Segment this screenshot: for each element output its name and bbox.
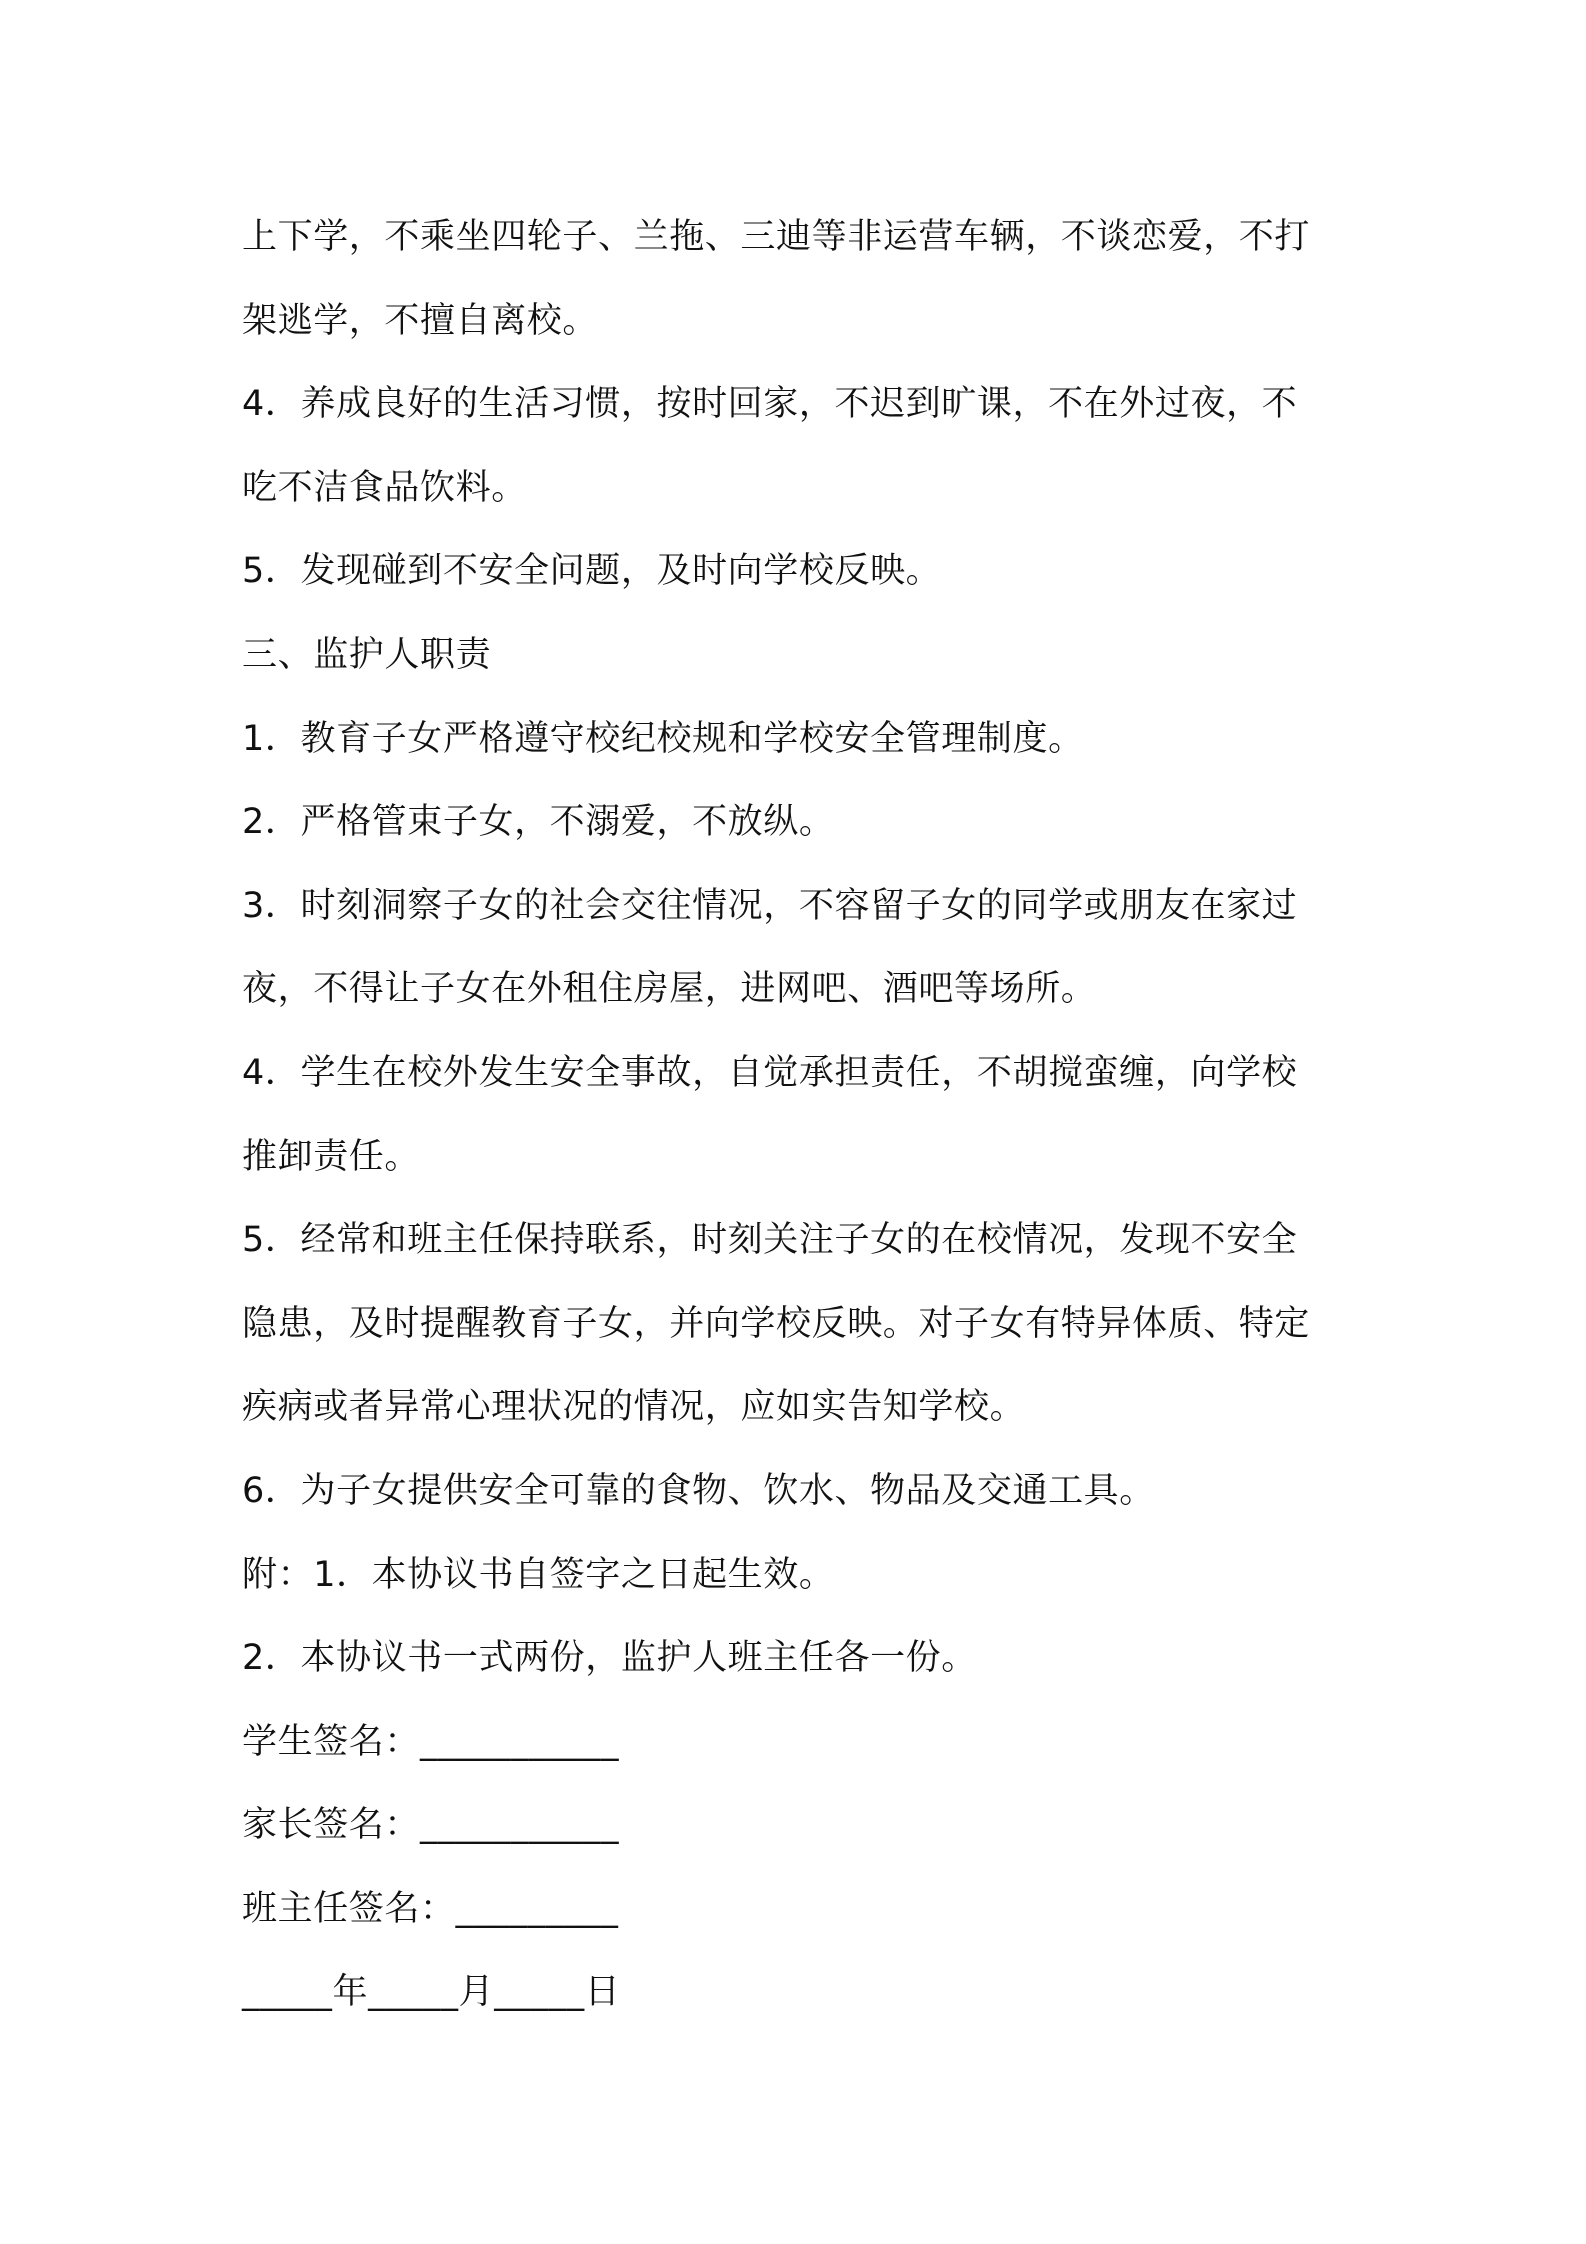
appendix-item: 2．本协议书一式两份，监护人班主任各一份。 xyxy=(242,1638,977,1679)
text-line: 上下学，不乘坐四轮子、兰拖、三迪等非运营车辆，不谈恋爱，不打 xyxy=(242,217,1311,257)
list-item: 3．时刻洞察子女的社会交往情况，不容留子女的同学或朋友在家过 xyxy=(242,885,1298,926)
text-line: 夜，不得让子女在外租住房屋，进网吧、酒吧等场所。 xyxy=(242,969,1097,1010)
text-line: 推卸责任。 xyxy=(242,1136,421,1177)
parent-signature-line: 家长签名：___________ xyxy=(242,1805,620,1846)
text-line: 吃不洁食品饮料。 xyxy=(242,467,527,508)
date-line: _____年_____月_____日 xyxy=(242,1972,621,2013)
section-heading: 三、监护人职责 xyxy=(242,634,492,675)
list-item: 5．经常和班主任保持联系，时刻关注子女的在校情况，发现不安全 xyxy=(242,1220,1298,1261)
document-body xyxy=(242,196,1362,2035)
teacher-signature-line: 班主任签名：_________ xyxy=(242,1888,619,1929)
list-item: 2．严格管束子女，不溺爱，不放纵。 xyxy=(242,802,835,843)
list-item: 6．为子女提供安全可靠的食物、饮水、物品及交通工具。 xyxy=(242,1470,1155,1511)
list-item: 4．学生在校外发生安全事故，自觉承担责任，不胡搅蛮缠，向学校 xyxy=(242,1052,1298,1093)
list-item: 4．养成良好的生活习惯，按时回家，不迟到旷课，不在外过夜，不 xyxy=(242,384,1298,425)
text-line: 架逃学，不擅自离校。 xyxy=(242,300,599,341)
student-signature-line: 学生签名：___________ xyxy=(242,1721,620,1762)
text-line: 隐患，及时提醒教育子女，并向学校反映。对子女有特异体质、特定 xyxy=(242,1303,1311,1344)
text-line: 疾病或者异常心理状况的情况，应如实告知学校。 xyxy=(242,1387,1026,1428)
list-item: 1．教育子女严格遵守校纪校规和学校安全管理制度。 xyxy=(242,718,1084,759)
list-item: 5．发现碰到不安全问题，及时向学校反映。 xyxy=(242,551,942,592)
appendix-item: 附：1．本协议书自签字之日起生效。 xyxy=(242,1554,835,1595)
